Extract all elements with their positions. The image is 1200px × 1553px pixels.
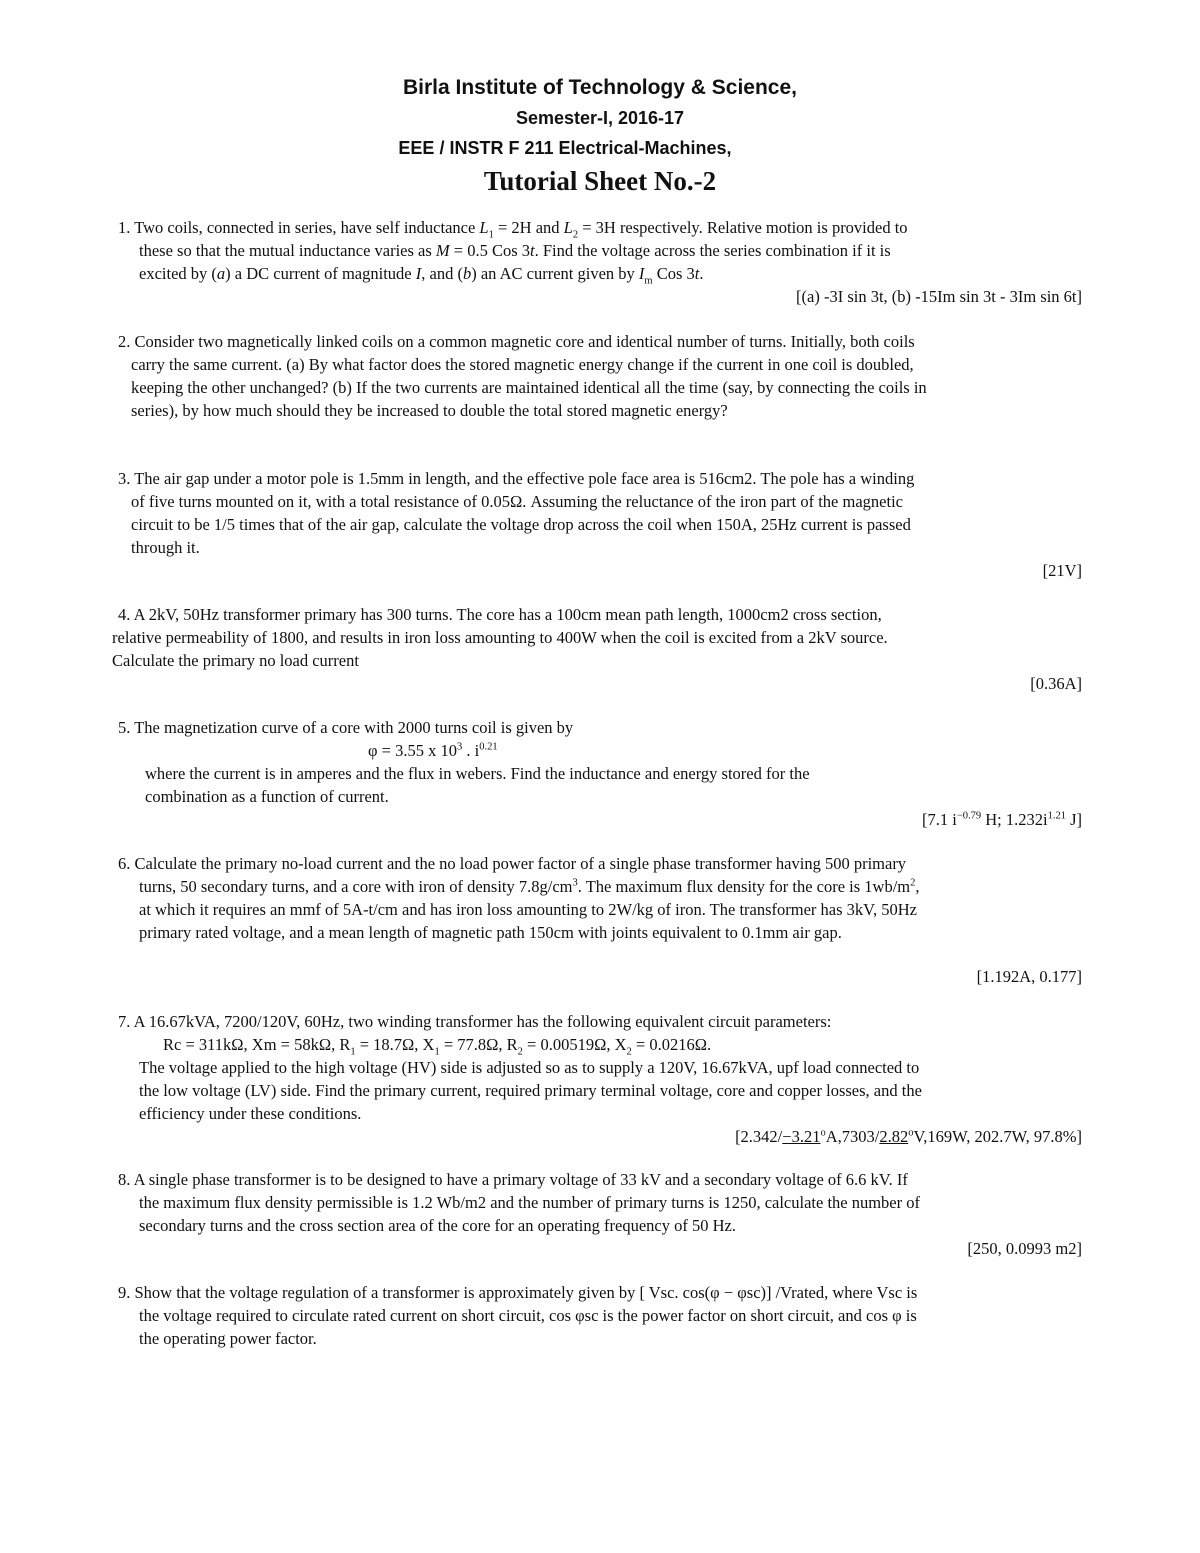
question-text-line: at which it requires an mmf of 5A-t/cm and has iron loss amounting to 2W/kg of iron. The transformer has 3kV, 50Hz [139, 900, 917, 919]
course-heading: EEE / INSTR F 211 Electrical-Machines, [398, 138, 732, 158]
question-text-line: secondary turns and the cross section area of the core for an operating frequency of 50 Hz. [139, 1216, 736, 1235]
question-text-line: 3. The air gap under a motor pole is 1.5mm in length, and the effective pole face area is 516cm2. The pole has a winding [118, 469, 915, 488]
question-text-line: keeping the other unchanged? (b) If the two currents are maintained identical all the time (say, by connecting the coils in [131, 378, 927, 397]
question-text-line: efficiency under these conditions. [139, 1104, 362, 1123]
question-text-line: the voltage required to circulate rated current on short circuit, cos φsc is the power factor on short circuit, and cos φ is [139, 1306, 917, 1325]
question-text-line: 9. Show that the voltage regulation of a transformer is approximately given by [ Vsc. cos(φ − φsc)] /Vrated, where Vsc is [118, 1283, 918, 1302]
answer-1: [(a) -3I sin 3t, (b) -15Im sin 3t - 3Im sin 6t] [796, 287, 1082, 306]
question-text-line: excited by (a) a DC current of magnitude I, and (b) an AC current given by $I_m$ Cos 3t. [139, 264, 704, 287]
institute-heading: Birla Institute of Technology & Science, [402, 76, 797, 99]
page-title: Tutorial Sheet No.-2 [483, 166, 717, 196]
question-text-line: these so that the mutual inductance varies as M = 0.5 Cos 3t. Find the voltage across the series combination if it is [139, 241, 891, 260]
answer-5: [7.1 $i^{-0.79}$ H; $1.232i^{1.21}$ J] [921, 810, 1082, 829]
question-text-line: turns, 50 secondary turns, and a core with iron of density $7.8g/cm^3$. The maximum flux density for the core is $1wb/m^2$, [139, 877, 920, 896]
question-text-line: series), by how much should they be increased to double the total stored magnetic energy? [131, 401, 728, 420]
question-text-line: 5. The magnetization curve of a core with 2000 turns coil is given by [118, 718, 574, 737]
answer-7: [$2.342/-3.21^oA,7303/2.82^oV,169W$, 202.7W, 97.8%] [735, 1127, 1082, 1146]
answer-4: [0.36A] [1030, 674, 1082, 693]
question-text-line: The voltage applied to the high voltage (HV) side is adjusted so as to supply a 120V, 16.67kVA, upf load connected to [139, 1058, 920, 1077]
question-text-line: 7. A 16.67kVA, 7200/120V, 60Hz, two winding transformer has the following equivalent circuit parameters: [118, 1012, 832, 1031]
question-text-line: circuit to be 1/5 times that of the air gap, calculate the voltage drop across the coil when 150A, 25Hz current is passed [131, 515, 911, 534]
question-text-line: primary rated voltage, and a mean length of magnetic path 150cm with joints equivalent to 0.1mm air gap. [139, 923, 842, 942]
question-text-line: 6. Calculate the primary no-load current and the no load power factor of a single phase transformer having 500 primary [118, 854, 907, 873]
question-text-line: the low voltage (LV) side. Find the primary current, required primary terminal voltage, core and copper losses, and the [139, 1081, 922, 1100]
question-text-line: where the current is in amperes and the flux in webers. Find the inductance and energy stored for the [145, 764, 810, 783]
circuit-parameters: Rc = 311kΩ, Xm = 58kΩ, $R_1 = 18.7\Omega$, $X_1 = 77.8\Omega$, $R_2 = 0.00519\Omega$, $X_2 = 0.0216\Omega$. [163, 1035, 712, 1058]
question-text-line: 4. A 2kV, 50Hz transformer primary has 300 turns. The core has a 100cm mean path length, 1000cm2 cross section, [118, 605, 882, 624]
question-text-line: the maximum flux density permissible is 1.2 Wb/m2 and the number of primary turns is 1250, calculate the number of [139, 1193, 920, 1212]
semester-heading: Semester-I, 2016-17 [515, 108, 685, 128]
question-text-line: carry the same current. (a) By what factor does the stored magnetic energy change if the current in one coil is doubled, [131, 355, 914, 374]
answer-6: [1.192A, 0.177] [976, 967, 1082, 986]
answer-8: [250, 0.0993 m2] [967, 1239, 1082, 1258]
question-text-line: 2. Consider two magnetically linked coils on a common magnetic core and identical number of turns. Initially, both coils [118, 332, 915, 351]
answer-3: [21V] [1042, 561, 1082, 580]
question-text-line: the operating power factor. [139, 1329, 317, 1348]
question-text-line: Calculate the primary no load current [112, 651, 359, 670]
question-text-line: 8. A single phase transformer is to be designed to have a primary voltage of 33 kV and a secondary voltage of 6.6 kV. If [118, 1170, 908, 1189]
question-text-line: of five turns mounted on it, with a total resistance of 0.05Ω. Assuming the reluctance of the iron part of the magnetic [131, 492, 903, 511]
magnetization-equation: φ = 3.55 x $10^3$ . $i^{0.21}$ [368, 741, 498, 760]
question-text-line: 1. Two coils, connected in series, have self inductance $L_1 = 2H$ and $L_2 = 3H$ respectively. Relative motion is provided to [118, 218, 908, 241]
question-text-line: combination as a function of current. [145, 787, 389, 806]
question-text-line: relative permeability of 1800, and results in iron loss amounting to 400W when the coil is excited from a 2kV source. [112, 628, 888, 647]
question-text-line: through it. [131, 538, 200, 557]
